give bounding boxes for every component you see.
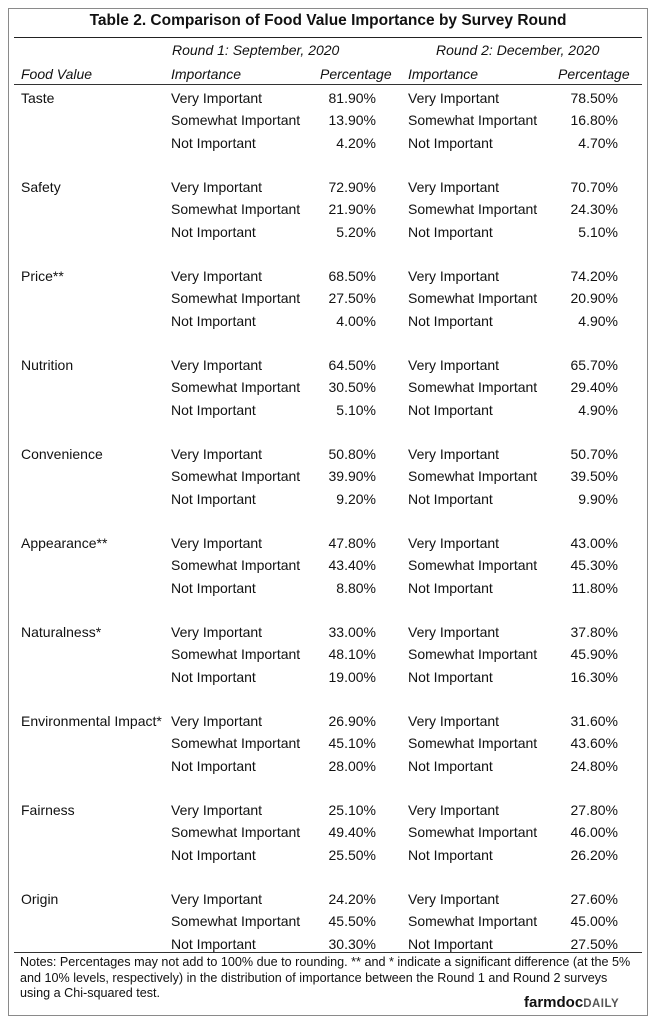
percentage-round2: 26.20% — [570, 846, 618, 863]
percentage-round2: 24.30% — [570, 201, 618, 218]
percentage-round1: 72.90% — [328, 179, 376, 195]
percentage-round1: 5.20% — [336, 223, 376, 240]
importance-round2: Very Important — [408, 268, 500, 284]
footer-divider — [14, 952, 642, 953]
percentage-round2: 45.30% — [570, 557, 618, 574]
percentage-round1: 30.30% — [328, 935, 376, 952]
percentage-round2: 20.90% — [570, 290, 618, 307]
food-value-label: Taste — [21, 90, 55, 106]
round2-header: Round 2: December, 2020 — [436, 42, 600, 58]
importance-round1: Very Important — [171, 90, 263, 106]
food-value-label: Naturalness* — [21, 624, 102, 640]
importance-round2: Not Important — [408, 668, 493, 685]
importance-round2: Not Important — [408, 223, 493, 240]
percentage-round1: 33.00% — [328, 624, 376, 640]
logo-daily: DAILY — [583, 998, 620, 1010]
percentage-round2: 4.70% — [578, 134, 618, 151]
importance-round2: Very Important — [408, 179, 500, 195]
importance-round1: Somewhat Important — [171, 290, 301, 307]
percentage-round1: 50.80% — [328, 446, 376, 462]
importance-round2: Somewhat Important — [408, 646, 538, 663]
importance-round1: Very Important — [171, 357, 263, 373]
percentage-round1: 26.90% — [328, 713, 376, 729]
percentage-round1: 49.40% — [328, 824, 376, 841]
importance-round1: Very Important — [171, 179, 263, 195]
importance-round2: Somewhat Important — [408, 290, 538, 307]
importance-round1: Not Important — [171, 846, 256, 863]
food-value-label: Appearance** — [21, 535, 108, 551]
percentage-round2: 45.90% — [570, 646, 618, 663]
importance-round1: Somewhat Important — [171, 913, 301, 930]
importance-header-round2: Importance — [408, 66, 479, 82]
percentage-round2: 4.90% — [578, 312, 618, 329]
table-frame — [8, 8, 648, 1016]
logo-farmdoc: farmdoc — [524, 994, 584, 1011]
percentage-round2: 78.50% — [570, 90, 618, 106]
percentage-round2: 46.00% — [570, 824, 618, 841]
percentage-round1: 81.90% — [328, 90, 376, 106]
importance-round1: Somewhat Important — [171, 379, 301, 396]
percentage-round1: 27.50% — [328, 290, 376, 307]
importance-round2: Not Important — [408, 757, 493, 774]
percentage-round2: 43.60% — [570, 735, 618, 752]
importance-round2: Not Important — [408, 846, 493, 863]
importance-round1: Somewhat Important — [171, 557, 301, 574]
importance-round1: Somewhat Important — [171, 468, 301, 485]
importance-round1: Somewhat Important — [171, 201, 301, 218]
percentage-round1: 24.20% — [328, 891, 376, 907]
importance-round2: Very Important — [408, 446, 500, 462]
percentage-round2: 11.80% — [571, 579, 618, 596]
importance-round2: Somewhat Important — [408, 913, 538, 930]
percentage-round2: 50.70% — [570, 446, 618, 462]
percentage-round1: 21.90% — [328, 201, 376, 218]
percentage-round2: 29.40% — [570, 379, 618, 396]
percentage-round2: 5.10% — [578, 223, 618, 240]
importance-round1: Somewhat Important — [171, 112, 301, 129]
table-notes: Notes: Percentages may not add to 100% due to rounding. ** and * indicate a significant difference (at the 5% and 10% levels, respectively) in the distribution of importance between the Round 1 and Round 2 surveys using a Chi-squared test. — [20, 955, 631, 1000]
percentage-round1: 30.50% — [328, 379, 376, 396]
percentage-round1: 25.10% — [328, 802, 376, 818]
percentage-round1: 39.90% — [328, 468, 376, 485]
percentage-round2: 65.70% — [570, 357, 618, 373]
percentage-round2: 70.70% — [570, 179, 618, 195]
percentage-round1: 9.20% — [336, 490, 376, 507]
table-title: Table 2. Comparison of Food Value Importance by Survey Round — [89, 12, 567, 29]
importance-round1: Not Important — [171, 668, 256, 685]
importance-round1: Very Important — [171, 624, 263, 640]
percentage-round1: 43.40% — [328, 557, 376, 574]
importance-round2: Somewhat Important — [408, 379, 538, 396]
importance-round2: Somewhat Important — [408, 557, 538, 574]
food-value-label: Environmental Impact* — [21, 713, 162, 729]
importance-round2: Somewhat Important — [408, 112, 538, 129]
importance-round2: Not Important — [408, 490, 493, 507]
percentage-round1: 28.00% — [328, 757, 376, 774]
importance-round1: Very Important — [171, 446, 263, 462]
importance-round1: Somewhat Important — [171, 646, 301, 663]
round1-header: Round 1: September, 2020 — [172, 42, 340, 58]
food-value-label: Price** — [21, 268, 64, 284]
importance-round1: Not Important — [171, 490, 256, 507]
importance-round1: Very Important — [171, 802, 263, 818]
percentage-round1: 68.50% — [328, 268, 376, 284]
importance-round1: Very Important — [171, 713, 263, 729]
percentage-round1: 47.80% — [328, 535, 376, 551]
percentage-round1: 4.00% — [336, 312, 376, 329]
importance-round2: Somewhat Important — [408, 735, 538, 752]
percentage-round2: 27.80% — [570, 802, 618, 818]
percentage-round2: 16.80% — [570, 112, 618, 129]
importance-round2: Very Important — [408, 624, 500, 640]
importance-round1: Somewhat Important — [171, 735, 301, 752]
importance-round1: Somewhat Important — [171, 824, 301, 841]
importance-round2: Not Important — [408, 134, 493, 151]
percentage-round2: 37.80% — [570, 624, 618, 640]
importance-round1: Not Important — [171, 935, 256, 952]
farmdoc-daily-logo — [524, 994, 619, 1011]
importance-round2: Not Important — [408, 935, 493, 952]
percentage-round1: 45.50% — [328, 913, 376, 930]
percentage-round2: 27.50% — [570, 935, 618, 952]
importance-round1: Very Important — [171, 891, 263, 907]
percentage-round2: 4.90% — [578, 401, 618, 418]
importance-round1: Not Important — [171, 312, 256, 329]
percentage-round2: 9.90% — [578, 490, 618, 507]
percentage-round1: 5.10% — [336, 401, 376, 418]
importance-round2: Very Important — [408, 90, 500, 106]
percentage-round2: 16.30% — [570, 668, 618, 685]
food-value-label: Nutrition — [21, 357, 74, 373]
percentage-round1: 64.50% — [328, 357, 376, 373]
importance-round2: Very Important — [408, 891, 500, 907]
percentage-round1: 4.20% — [336, 134, 376, 151]
importance-round1: Not Important — [171, 223, 256, 240]
percentage-round1: 25.50% — [328, 846, 376, 863]
importance-round1: Not Important — [171, 757, 256, 774]
importance-round2: Not Important — [408, 312, 493, 329]
percentage-round1: 19.00% — [328, 668, 376, 685]
percentage-round2: 45.00% — [570, 913, 618, 930]
percentage-round2: 43.00% — [570, 535, 618, 551]
importance-round2: Very Important — [408, 535, 500, 551]
food-value-label: Safety — [21, 179, 61, 195]
importance-round2: Not Important — [408, 579, 493, 596]
food-value-label: Fairness — [21, 802, 75, 818]
importance-round1: Not Important — [171, 579, 256, 596]
percentage-round2: 39.50% — [570, 468, 618, 485]
percentage-round1: 13.90% — [328, 112, 376, 129]
percentage-round2: 27.60% — [570, 891, 618, 907]
importance-round2: Somewhat Important — [408, 468, 538, 485]
importance-round1: Not Important — [171, 401, 256, 418]
percentage-round1: 45.10% — [328, 735, 376, 752]
importance-round2: Very Important — [408, 713, 500, 729]
percentage-header-round1: Percentage — [320, 66, 392, 82]
percentage-round1: 8.80% — [336, 579, 376, 596]
food-value-label: Convenience — [21, 446, 103, 462]
food-value-header: Food Value — [21, 66, 93, 82]
percentage-round2: 74.20% — [570, 268, 618, 284]
food-value-label: Origin — [21, 891, 59, 907]
importance-round2: Somewhat Important — [408, 824, 538, 841]
importance-round1: Very Important — [171, 268, 263, 284]
importance-round2: Not Important — [408, 401, 493, 418]
importance-round2: Very Important — [408, 357, 500, 373]
percentage-round2: 31.60% — [570, 713, 618, 729]
percentage-round1: 48.10% — [328, 646, 376, 663]
importance-header-round1: Importance — [171, 66, 242, 82]
header-divider — [14, 84, 642, 85]
importance-round1: Very Important — [171, 535, 263, 551]
percentage-header-round2: Percentage — [558, 66, 630, 82]
title-divider — [14, 37, 642, 38]
importance-round1: Not Important — [171, 134, 256, 151]
importance-round2: Somewhat Important — [408, 201, 538, 218]
importance-round2: Very Important — [408, 802, 500, 818]
percentage-round2: 24.80% — [570, 757, 618, 774]
